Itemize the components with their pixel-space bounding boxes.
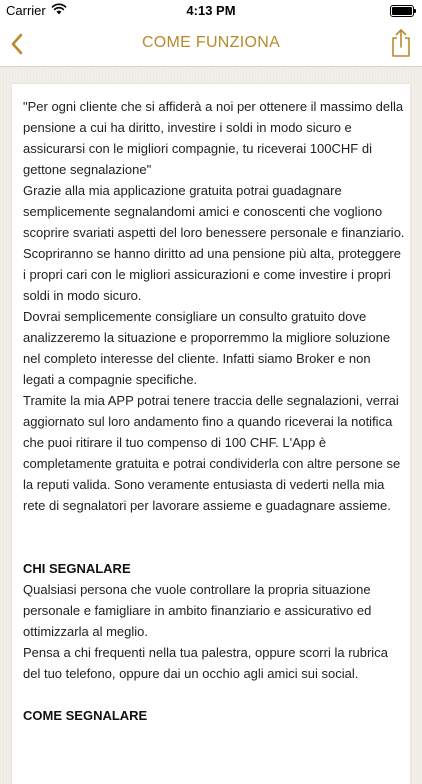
share-button[interactable] — [388, 27, 414, 59]
paragraph-benefits: Grazie alla mia applicazione gratuita potrai guadagnare semplicemente segnalandomi amici e conoscenti che vogliono scoprire svariati aspetti del loro benessere personale e finanziario. Scopriranno se hanno diritto ad una pensione più alta, proteggere i propri cari con le migliori assicurazioni e come investire i propri soldi in modo sicuro. — [23, 183, 405, 303]
content-body — [23, 96, 405, 726]
carrier-label: Carrier — [6, 3, 46, 18]
nav-bar — [0, 22, 422, 67]
paragraph-who: Qualsiasi persona che vuole controllare la propria situazione personale e famigliare in ambito finanziario e assicurativo ed ottimizzarla al meglio. — [23, 582, 372, 639]
status-bar — [0, 0, 422, 22]
heading-chi-segnalare: CHI SEGNALARE — [23, 561, 131, 576]
heading-come-segnalare: COME SEGNALARE — [23, 708, 148, 723]
content-card — [12, 84, 410, 784]
page-title: COME FUNZIONA — [141, 34, 281, 51]
section-spacer — [23, 516, 405, 558]
section-spacer — [23, 684, 405, 705]
paragraph-where: Pensa a chi frequenti nella tua palestra, oppure scorri la rubrica del tuo telefono, oppure dai un occhio agli amici sui social. — [23, 645, 388, 681]
share-icon — [388, 27, 414, 59]
status-time: 4:13 PM — [186, 3, 236, 18]
paragraph-app: Tramite la mia APP potrai tenere traccia delle segnalazioni, verrai aggiornato sul loro andamento fino a quando riceverai la notifica che puoi ritirare il tuo compenso di 100 CHF. L'App è completamente gratuita e potrai condividerla con altre persone se la reputi valida. Sono veramente entusiasta di vederti nella mia rete di segnalatori per lavorare assieme e guadagnare assieme. — [23, 393, 401, 513]
intro-quote: "Per ogni cliente che si affiderà a noi per ottenere il massimo della pensione a cui ha diritto, investire i soldi in modo sicuro e assicurarsi con le migliori compagnie, tu riceverai 100CHF di gettone segnalazione" — [23, 99, 404, 177]
paragraph-consulting: Dovrai semplicemente consigliare un consulto gratuito dove analizzeremo la situazione e proporremmo la migliore soluzione nel completo interesse del cliente. Infatti siamo Broker e non legati a compagnie specifiche. — [23, 309, 391, 387]
battery-icon — [390, 5, 414, 17]
